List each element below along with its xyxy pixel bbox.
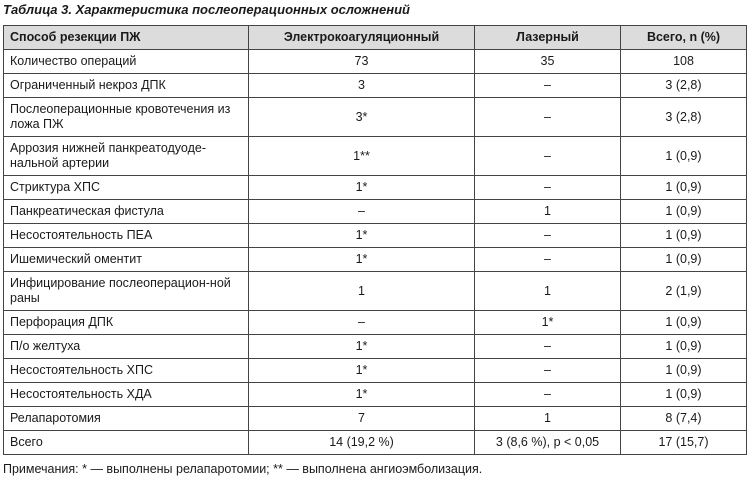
row-label: Несостоятельность ПЕА [4, 224, 249, 248]
cell-total: 1 (0,9) [621, 224, 747, 248]
table-row [4, 200, 747, 224]
cell-electrocoagulation: 1* [249, 248, 475, 272]
cell-electrocoagulation: – [249, 200, 475, 224]
cell-laser: – [475, 335, 621, 359]
cell-electrocoagulation: 1* [249, 383, 475, 407]
cell-laser: – [475, 74, 621, 98]
table-row [4, 98, 747, 137]
column-header-total: Всего, n (%) [621, 26, 747, 50]
cell-total: 2 (1,9) [621, 272, 747, 311]
table-row [4, 74, 747, 98]
cell-electrocoagulation: 3 [249, 74, 475, 98]
complications-table [3, 25, 747, 455]
table-footnote: Примечания: * — выполнены релапаротомии; ** — выполнена ангиоэмболизация. [3, 462, 483, 476]
cell-electrocoagulation: 1* [249, 335, 475, 359]
cell-electrocoagulation: – [249, 311, 475, 335]
cell-total: 1 (0,9) [621, 383, 747, 407]
cell-laser: – [475, 98, 621, 137]
table-row [4, 359, 747, 383]
cell-electrocoagulation: 14 (19,2 %) [249, 431, 475, 455]
cell-laser: – [475, 248, 621, 272]
row-label: Стриктура ХПС [4, 176, 249, 200]
cell-total: 1 (0,9) [621, 335, 747, 359]
column-header-electrocoagulation: Электрокоагуляционный [249, 26, 475, 50]
row-label: Аррозия нижней панкреатодуоде-нальной артерии [4, 137, 249, 176]
table-row [4, 50, 747, 74]
column-header-method: Способ резекции ПЖ [4, 26, 249, 50]
row-label: Ишемический оментит [4, 248, 249, 272]
cell-electrocoagulation: 1* [249, 224, 475, 248]
cell-electrocoagulation: 1** [249, 137, 475, 176]
table-row [4, 335, 747, 359]
cell-laser: 35 [475, 50, 621, 74]
row-label: Количество операций [4, 50, 249, 74]
row-label: Ограниченный некроз ДПК [4, 74, 249, 98]
cell-electrocoagulation: 7 [249, 407, 475, 431]
table-row [4, 383, 747, 407]
cell-total: 1 (0,9) [621, 359, 747, 383]
table-row [4, 137, 747, 176]
row-label: Всего [4, 431, 249, 455]
cell-laser: 1 [475, 407, 621, 431]
cell-laser: 1 [475, 272, 621, 311]
table-row [4, 272, 747, 311]
cell-laser: – [475, 176, 621, 200]
row-label: Панкреатическая фистула [4, 200, 249, 224]
row-label: Релапаротомия [4, 407, 249, 431]
cell-total: 1 (0,9) [621, 248, 747, 272]
row-label: Перфорация ДПК [4, 311, 249, 335]
cell-total: 8 (7,4) [621, 407, 747, 431]
cell-laser: 3 (8,6 %), p < 0,05 [475, 431, 621, 455]
cell-electrocoagulation: 73 [249, 50, 475, 74]
header-row [4, 26, 747, 50]
table-row [4, 248, 747, 272]
cell-total: 3 (2,8) [621, 74, 747, 98]
table-row [4, 224, 747, 248]
cell-laser: – [475, 224, 621, 248]
cell-total: 17 (15,7) [621, 431, 747, 455]
cell-electrocoagulation: 1* [249, 176, 475, 200]
table-title: Таблица 3. Характеристика послеоперационных осложнений [3, 2, 410, 17]
cell-laser: – [475, 359, 621, 383]
row-label: Несостоятельность ХДА [4, 383, 249, 407]
table-row-total [4, 431, 747, 455]
cell-laser: – [475, 383, 621, 407]
table-row [4, 311, 747, 335]
cell-electrocoagulation: 1* [249, 359, 475, 383]
cell-total: 1 (0,9) [621, 137, 747, 176]
cell-total: 108 [621, 50, 747, 74]
row-label: Послеоперационные кровотечения из ложа ПЖ [4, 98, 249, 137]
cell-total: 3 (2,8) [621, 98, 747, 137]
cell-electrocoagulation: 3* [249, 98, 475, 137]
table-row [4, 407, 747, 431]
row-label: Инфицирование послеоперацион-ной раны [4, 272, 249, 311]
cell-laser: 1* [475, 311, 621, 335]
row-label: Несостоятельность ХПС [4, 359, 249, 383]
cell-total: 1 (0,9) [621, 311, 747, 335]
cell-laser: 1 [475, 200, 621, 224]
table-row [4, 176, 747, 200]
cell-laser: – [475, 137, 621, 176]
column-header-laser: Лазерный [475, 26, 621, 50]
cell-total: 1 (0,9) [621, 200, 747, 224]
cell-electrocoagulation: 1 [249, 272, 475, 311]
cell-total: 1 (0,9) [621, 176, 747, 200]
row-label: П/о желтуха [4, 335, 249, 359]
